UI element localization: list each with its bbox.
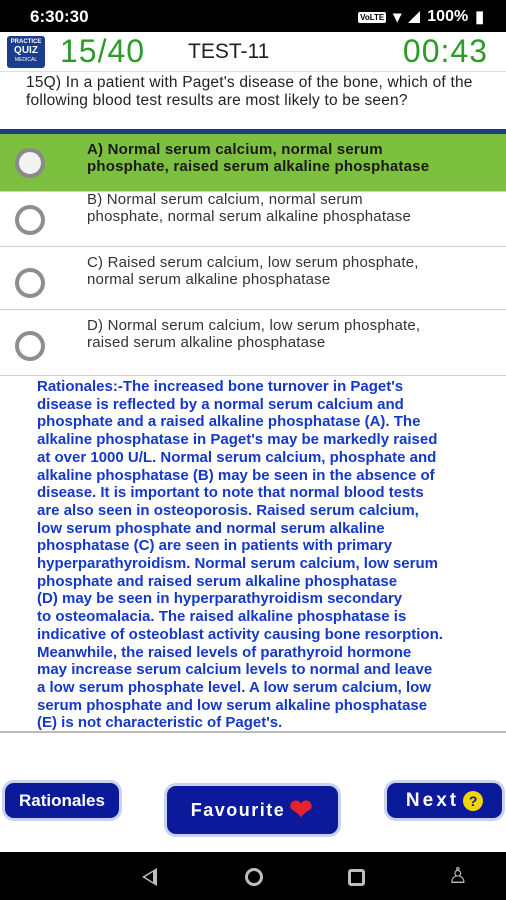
question-text: 15Q) In a patient with Paget's disease of the bone, which of the following blood test results are most likely to be seen? xyxy=(26,74,473,109)
option-c-label: C) Raised serum calcium, low serum phosphate, normal serum alkaline phosphatase xyxy=(87,254,419,288)
option-a-label: A) Normal serum calcium, normal serum phosphate, raised serum alkaline phosphatase xyxy=(87,141,430,175)
wifi-icon: ▾ xyxy=(393,9,402,26)
favourite-button[interactable] xyxy=(167,786,338,834)
favourite-button-label: Favourite xyxy=(190,799,286,820)
option-d[interactable] xyxy=(0,314,506,376)
countdown-timer: 00:43 xyxy=(402,33,488,69)
question-counter: 15/40 xyxy=(60,33,146,69)
rationales-button[interactable] xyxy=(5,783,119,818)
status-bar xyxy=(0,0,506,32)
option-c[interactable] xyxy=(0,252,506,310)
battery-icon: ▮ xyxy=(475,9,484,26)
next-button-label: Next xyxy=(405,789,460,811)
battery-level: 100% xyxy=(427,8,469,25)
radio-icon[interactable] xyxy=(15,331,45,361)
radio-icon[interactable] xyxy=(15,205,45,235)
volte-icon: VoLTE xyxy=(360,12,385,22)
option-a[interactable] xyxy=(0,134,506,192)
android-nav-bar xyxy=(0,852,506,900)
status-icons xyxy=(358,7,484,27)
test-name: TEST-11 xyxy=(188,40,270,63)
option-d-label: D) Normal serum calcium, low serum phosphate, raised serum alkaline phosphatase xyxy=(87,317,421,351)
status-time: 6:30:30 xyxy=(30,7,89,26)
heart-icon: ❤ xyxy=(289,794,315,825)
radio-icon[interactable] xyxy=(15,148,45,178)
radio-icon[interactable] xyxy=(15,268,45,298)
app-logo: PRACTICE QUIZ MEDICAL xyxy=(7,36,45,68)
back-icon[interactable] xyxy=(142,868,157,886)
rationale-text: Rationales:-The increased bone turnover in Paget's disease is reflected by a normal serum calcium and phosphate and a raised alkaline phosphatase (A). The alkaline phosphatase in Paget's may be markedly raised at over 1000 U/L. Normal serum calcium, phosphate and alkaline phosphatase (B) may be seen in the absence of disease. It is important to note that normal blood tests are also seen in osteoporosis. Raised serum calcium, low serum phosphate and normal serum alkaline phosphatase (C) are seen in patients with primary hyperparathyroidism. Normal serum calcium, low serum phosphate and raised serum alkaline phosphatase (D) may be seen in hyperparathyroidism secondary to osteomalacia. The raised alkaline phosphatase is indicative of osteoblast activity causing bone resorption. Meanwhile, the raised levels of parathyroid hormone may increase serum calcium levels to normal and leave a low serum phosphate level. A low serum calcium, low serum phosphate and low serum alkaline phosphatase (E) is not characteristic of Paget's. xyxy=(37,378,443,730)
next-button[interactable] xyxy=(387,783,502,818)
quiz-header xyxy=(0,32,506,72)
rationale-divider xyxy=(0,731,506,733)
home-icon[interactable] xyxy=(245,868,263,886)
rationales-button-label: Rationales xyxy=(19,790,105,810)
signal-icon xyxy=(408,11,420,23)
recent-apps-icon[interactable] xyxy=(348,869,365,886)
option-b-label: B) Normal serum calcium, normal serum phosphate, normal serum alkaline phosphatase xyxy=(87,191,411,225)
question-mark-icon: ? xyxy=(463,791,483,811)
option-b[interactable] xyxy=(0,189,506,247)
accessibility-icon[interactable]: ♙ xyxy=(448,863,468,888)
